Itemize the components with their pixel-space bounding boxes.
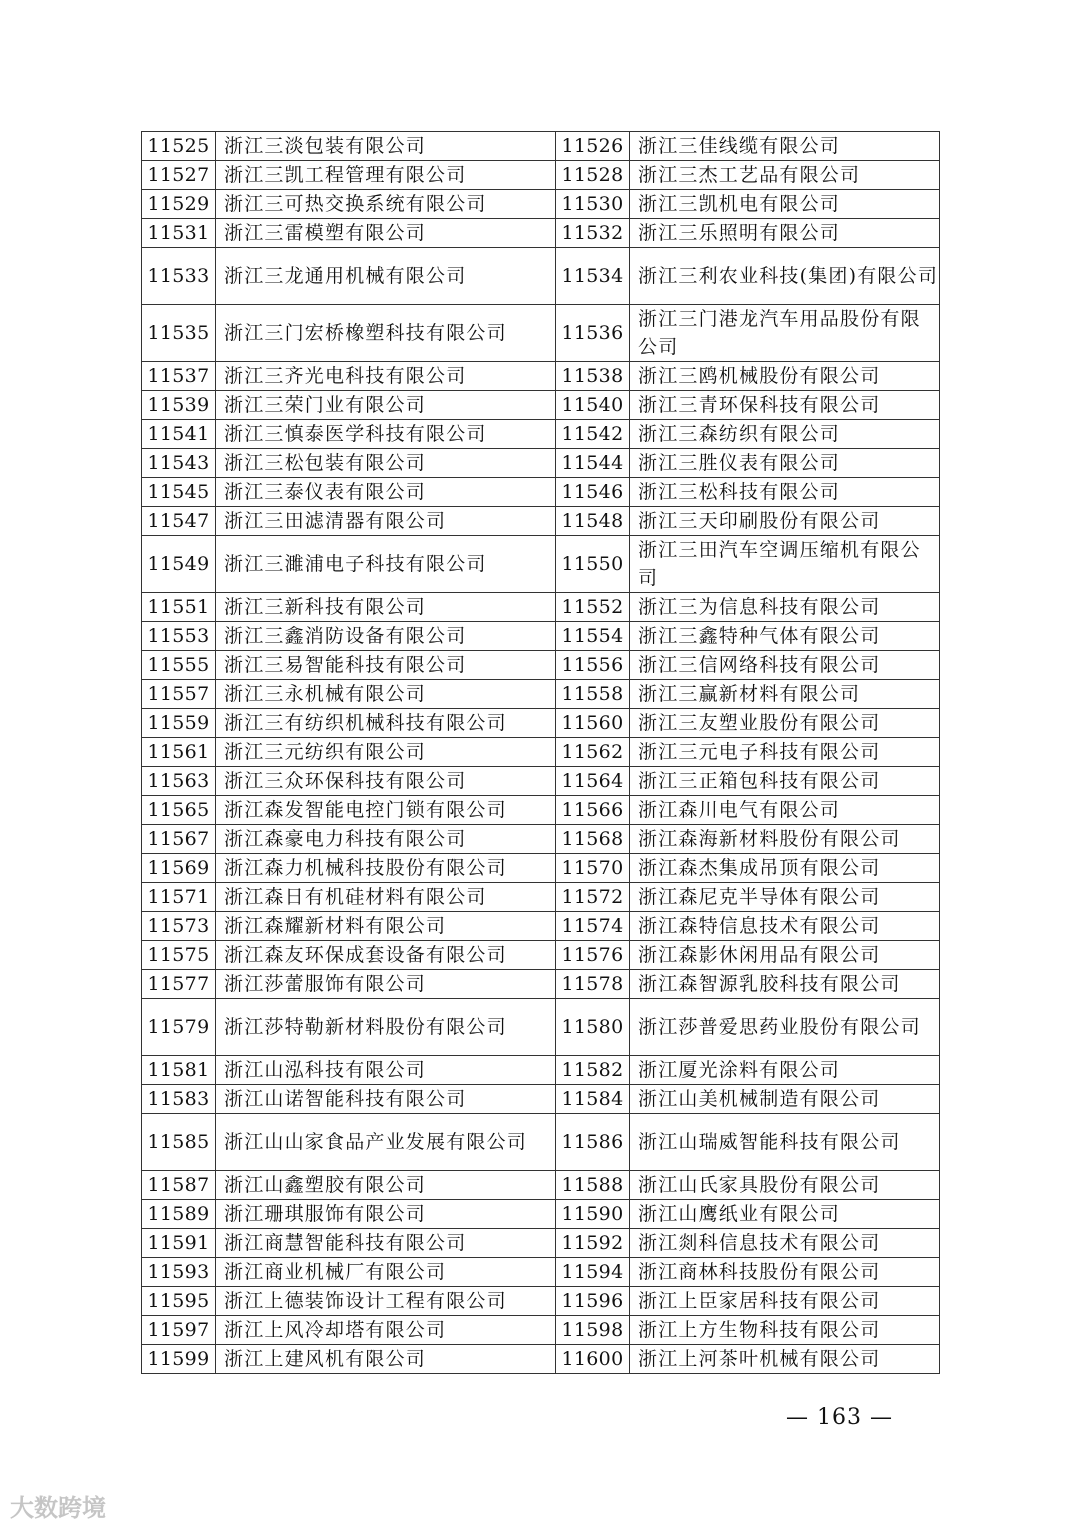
company-name-cell: 浙江三赢新材料有限公司: [630, 680, 940, 709]
serial-number-cell: 11571: [142, 883, 216, 912]
serial-number-cell: 11526: [556, 132, 630, 161]
table-row: [142, 651, 940, 680]
serial-number-cell: 11554: [556, 622, 630, 651]
company-name-cell: 浙江森发智能电控门锁有限公司: [216, 796, 556, 825]
serial-number-cell: 11541: [142, 420, 216, 449]
table-row: [142, 767, 940, 796]
serial-number-cell: 11575: [142, 941, 216, 970]
serial-number-cell: 11558: [556, 680, 630, 709]
serial-number-cell: 11599: [142, 1345, 216, 1374]
company-name-cell: 浙江森友环保成套设备有限公司: [216, 941, 556, 970]
table-row: [142, 1085, 940, 1114]
company-name-cell: 浙江三龙通用机械有限公司: [216, 248, 556, 305]
serial-number-cell: 11593: [142, 1258, 216, 1287]
company-name-cell: 浙江山美机械制造有限公司: [630, 1085, 940, 1114]
table-row: [142, 1229, 940, 1258]
table-row: [142, 941, 940, 970]
table-row: [142, 219, 940, 248]
serial-number-cell: 11559: [142, 709, 216, 738]
table-row: [142, 825, 940, 854]
company-name-cell: 浙江珊琪服饰有限公司: [216, 1200, 556, 1229]
table-row: [142, 391, 940, 420]
table-row: [142, 305, 940, 362]
serial-number-cell: 11561: [142, 738, 216, 767]
serial-number-cell: 11582: [556, 1056, 630, 1085]
table-row: [142, 1114, 940, 1171]
serial-number-cell: 11545: [142, 478, 216, 507]
serial-number-cell: 11588: [556, 1171, 630, 1200]
serial-number-cell: 11579: [142, 999, 216, 1056]
table-row: [142, 1345, 940, 1374]
company-name-cell: 浙江三齐光电科技有限公司: [216, 362, 556, 391]
company-name-cell: 浙江剡科信息技术有限公司: [630, 1229, 940, 1258]
company-name-cell: 浙江森日有机硅材料有限公司: [216, 883, 556, 912]
serial-number-cell: 11547: [142, 507, 216, 536]
serial-number-cell: 11543: [142, 449, 216, 478]
serial-number-cell: 11590: [556, 1200, 630, 1229]
table-row: [142, 593, 940, 622]
company-name-cell: 浙江莎蕾服饰有限公司: [216, 970, 556, 999]
serial-number-cell: 11536: [556, 305, 630, 362]
serial-number-cell: 11583: [142, 1085, 216, 1114]
company-name-cell: 浙江三门港龙汽车用品股份有限公司: [630, 305, 940, 362]
serial-number-cell: 11569: [142, 854, 216, 883]
serial-number-cell: 11525: [142, 132, 216, 161]
table-row: [142, 248, 940, 305]
company-name-cell: 浙江森海新材料股份有限公司: [630, 825, 940, 854]
company-name-cell: 浙江三松包装有限公司: [216, 449, 556, 478]
company-name-cell: 浙江三正箱包科技有限公司: [630, 767, 940, 796]
serial-number-cell: 11598: [556, 1316, 630, 1345]
company-name-cell: 浙江山山家食品产业发展有限公司: [216, 1114, 556, 1171]
company-name-cell: 浙江三濉浦电子科技有限公司: [216, 536, 556, 593]
company-name-cell: 浙江三胜仪表有限公司: [630, 449, 940, 478]
serial-number-cell: 11535: [142, 305, 216, 362]
company-name-cell: 浙江森杰集成吊顶有限公司: [630, 854, 940, 883]
serial-number-cell: 11562: [556, 738, 630, 767]
company-name-cell: 浙江上德装饰设计工程有限公司: [216, 1287, 556, 1316]
serial-number-cell: 11584: [556, 1085, 630, 1114]
serial-number-cell: 11549: [142, 536, 216, 593]
company-name-cell: 浙江三永机械有限公司: [216, 680, 556, 709]
serial-number-cell: 11591: [142, 1229, 216, 1258]
serial-number-cell: 11563: [142, 767, 216, 796]
company-name-cell: 浙江上方生物科技有限公司: [630, 1316, 940, 1345]
serial-number-cell: 11548: [556, 507, 630, 536]
serial-number-cell: 11530: [556, 190, 630, 219]
company-name-cell: 浙江三信网络科技有限公司: [630, 651, 940, 680]
company-name-cell: 浙江上臣家居科技有限公司: [630, 1287, 940, 1316]
table-row: [142, 449, 940, 478]
table-row: [142, 883, 940, 912]
table-row: [142, 622, 940, 651]
company-name-cell: 浙江三为信息科技有限公司: [630, 593, 940, 622]
serial-number-cell: 11527: [142, 161, 216, 190]
table-row: [142, 970, 940, 999]
table-row: [142, 1287, 940, 1316]
company-name-cell: 浙江森力机械科技股份有限公司: [216, 854, 556, 883]
serial-number-cell: 11550: [556, 536, 630, 593]
serial-number-cell: 11539: [142, 391, 216, 420]
company-name-cell: 浙江三鑫消防设备有限公司: [216, 622, 556, 651]
company-name-cell: 浙江森特信息技术有限公司: [630, 912, 940, 941]
serial-number-cell: 11566: [556, 796, 630, 825]
serial-number-cell: 11542: [556, 420, 630, 449]
company-name-cell: 浙江莎特勒新材料股份有限公司: [216, 999, 556, 1056]
company-name-cell: 浙江山诺智能科技有限公司: [216, 1085, 556, 1114]
serial-number-cell: 11534: [556, 248, 630, 305]
table-row: [142, 680, 940, 709]
serial-number-cell: 11565: [142, 796, 216, 825]
table-row: [142, 1056, 940, 1085]
company-name-cell: 浙江山鹰纸业有限公司: [630, 1200, 940, 1229]
table-row: [142, 796, 940, 825]
serial-number-cell: 11531: [142, 219, 216, 248]
serial-number-cell: 11555: [142, 651, 216, 680]
company-name-cell: 浙江三易智能科技有限公司: [216, 651, 556, 680]
company-name-cell: 浙江三可热交换系统有限公司: [216, 190, 556, 219]
company-name-cell: 浙江三有纺织机械科技有限公司: [216, 709, 556, 738]
company-name-cell: 浙江三鑫特种气体有限公司: [630, 622, 940, 651]
company-name-cell: 浙江森智源乳胶科技有限公司: [630, 970, 940, 999]
company-name-cell: 浙江森耀新材料有限公司: [216, 912, 556, 941]
serial-number-cell: 11538: [556, 362, 630, 391]
company-name-cell: 浙江森影休闲用品有限公司: [630, 941, 940, 970]
serial-number-cell: 11529: [142, 190, 216, 219]
company-name-cell: 浙江三田滤清器有限公司: [216, 507, 556, 536]
serial-number-cell: 11533: [142, 248, 216, 305]
company-name-cell: 浙江三青环保科技有限公司: [630, 391, 940, 420]
serial-number-cell: 11560: [556, 709, 630, 738]
company-name-cell: 浙江山鑫塑胶有限公司: [216, 1171, 556, 1200]
serial-number-cell: 11537: [142, 362, 216, 391]
table-row: [142, 738, 940, 767]
serial-number-cell: 11551: [142, 593, 216, 622]
table-row: [142, 999, 940, 1056]
company-name-cell: 浙江三门宏桥橡塑科技有限公司: [216, 305, 556, 362]
serial-number-cell: 11587: [142, 1171, 216, 1200]
company-name-cell: 浙江三泰仪表有限公司: [216, 478, 556, 507]
serial-number-cell: 11573: [142, 912, 216, 941]
serial-number-cell: 11572: [556, 883, 630, 912]
table-row: [142, 507, 940, 536]
serial-number-cell: 11540: [556, 391, 630, 420]
company-name-cell: 浙江森豪电力科技有限公司: [216, 825, 556, 854]
company-name-cell: 浙江上风冷却塔有限公司: [216, 1316, 556, 1345]
company-name-cell: 浙江三凯工程管理有限公司: [216, 161, 556, 190]
serial-number-cell: 11577: [142, 970, 216, 999]
company-name-cell: 浙江商慧智能科技有限公司: [216, 1229, 556, 1258]
serial-number-cell: 11597: [142, 1316, 216, 1345]
company-name-cell: 浙江森川电气有限公司: [630, 796, 940, 825]
company-name-cell: 浙江三元纺织有限公司: [216, 738, 556, 767]
watermark-logo: 大数跨境: [10, 1494, 106, 1522]
serial-number-cell: 11581: [142, 1056, 216, 1085]
serial-number-cell: 11546: [556, 478, 630, 507]
table-row: [142, 478, 940, 507]
company-name-cell: 浙江三众环保科技有限公司: [216, 767, 556, 796]
company-table-body: [142, 132, 940, 1374]
company-name-cell: 浙江上河茶叶机械有限公司: [630, 1345, 940, 1374]
table-row: [142, 420, 940, 449]
company-name-cell: 浙江三佳线缆有限公司: [630, 132, 940, 161]
table-row: [142, 1200, 940, 1229]
company-name-cell: 浙江商林科技股份有限公司: [630, 1258, 940, 1287]
serial-number-cell: 11594: [556, 1258, 630, 1287]
table-row: [142, 709, 940, 738]
company-name-cell: 浙江三鸥机械股份有限公司: [630, 362, 940, 391]
company-name-cell: 浙江三松科技有限公司: [630, 478, 940, 507]
serial-number-cell: 11528: [556, 161, 630, 190]
serial-number-cell: 11570: [556, 854, 630, 883]
company-name-cell: 浙江三雷模塑有限公司: [216, 219, 556, 248]
serial-number-cell: 11553: [142, 622, 216, 651]
serial-number-cell: 11585: [142, 1114, 216, 1171]
table-row: [142, 362, 940, 391]
serial-number-cell: 11596: [556, 1287, 630, 1316]
company-name-cell: 浙江山瑞威智能科技有限公司: [630, 1114, 940, 1171]
serial-number-cell: 11586: [556, 1114, 630, 1171]
table-row: [142, 132, 940, 161]
company-name-cell: 浙江商业机械厂有限公司: [216, 1258, 556, 1287]
company-name-cell: 浙江三淡包装有限公司: [216, 132, 556, 161]
table-row: [142, 854, 940, 883]
company-name-cell: 浙江三天印刷股份有限公司: [630, 507, 940, 536]
page-number: — 163 —: [786, 1405, 893, 1430]
company-name-cell: 浙江三荣门业有限公司: [216, 391, 556, 420]
serial-number-cell: 11580: [556, 999, 630, 1056]
table-row: [142, 912, 940, 941]
serial-number-cell: 11544: [556, 449, 630, 478]
company-name-cell: 浙江三杰工艺品有限公司: [630, 161, 940, 190]
company-name-cell: 浙江森尼克半导体有限公司: [630, 883, 940, 912]
company-name-cell: 浙江山氏家具股份有限公司: [630, 1171, 940, 1200]
table-row: [142, 1258, 940, 1287]
company-name-cell: 浙江三元电子科技有限公司: [630, 738, 940, 767]
company-name-cell: 浙江莎普爱思药业股份有限公司: [630, 999, 940, 1056]
table-row: [142, 1171, 940, 1200]
company-name-cell: 浙江厦光涂料有限公司: [630, 1056, 940, 1085]
company-name-cell: 浙江三凯机电有限公司: [630, 190, 940, 219]
serial-number-cell: 11532: [556, 219, 630, 248]
serial-number-cell: 11556: [556, 651, 630, 680]
serial-number-cell: 11589: [142, 1200, 216, 1229]
serial-number-cell: 11595: [142, 1287, 216, 1316]
table-row: [142, 1316, 940, 1345]
serial-number-cell: 11578: [556, 970, 630, 999]
company-name-cell: 浙江三友塑业股份有限公司: [630, 709, 940, 738]
serial-number-cell: 11557: [142, 680, 216, 709]
company-name-cell: 浙江三田汽车空调压缩机有限公司: [630, 536, 940, 593]
company-name-cell: 浙江上建风机有限公司: [216, 1345, 556, 1374]
company-name-cell: 浙江三利农业科技(集团)有限公司: [630, 248, 940, 305]
table-row: [142, 190, 940, 219]
serial-number-cell: 11552: [556, 593, 630, 622]
company-name-cell: 浙江三慎泰医学科技有限公司: [216, 420, 556, 449]
company-name-cell: 浙江三新科技有限公司: [216, 593, 556, 622]
serial-number-cell: 11568: [556, 825, 630, 854]
company-name-cell: 浙江三乐照明有限公司: [630, 219, 940, 248]
serial-number-cell: 11567: [142, 825, 216, 854]
table-row: [142, 536, 940, 593]
serial-number-cell: 11576: [556, 941, 630, 970]
table-row: [142, 161, 940, 190]
serial-number-cell: 11600: [556, 1345, 630, 1374]
serial-number-cell: 11592: [556, 1229, 630, 1258]
company-name-cell: 浙江山泓科技有限公司: [216, 1056, 556, 1085]
serial-number-cell: 11564: [556, 767, 630, 796]
serial-number-cell: 11574: [556, 912, 630, 941]
company-name-cell: 浙江三森纺织有限公司: [630, 420, 940, 449]
company-table: [141, 131, 940, 1374]
